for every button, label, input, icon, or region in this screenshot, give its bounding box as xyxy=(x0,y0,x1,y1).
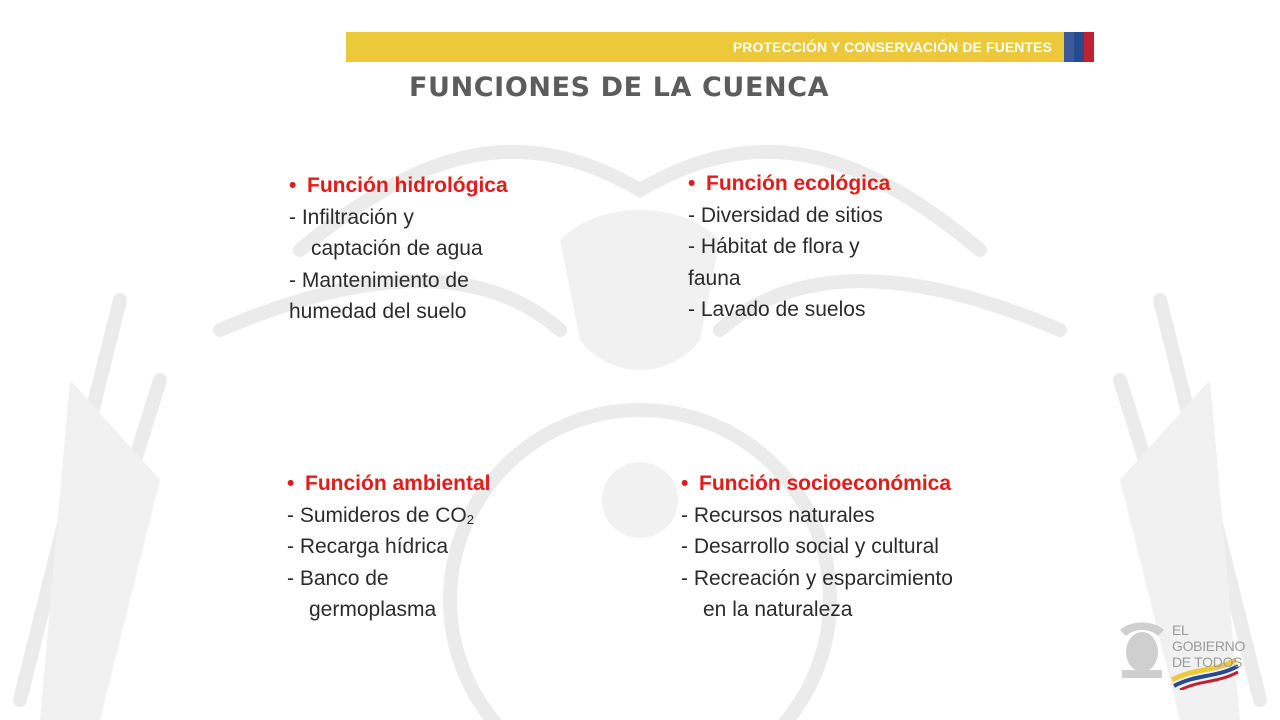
function-heading: • Función ecológica xyxy=(688,172,891,195)
function-ambiental xyxy=(287,468,491,626)
function-socioeconomica xyxy=(681,468,953,626)
government-logo-text: EL GOBIERNO DE TODOS xyxy=(1172,622,1246,670)
list-item: humedad del suelo xyxy=(289,300,467,323)
list-item: - Recursos naturales xyxy=(681,503,875,527)
list-item: captación de agua xyxy=(311,237,483,260)
list-item: - Mantenimiento de xyxy=(289,268,469,292)
section-label: PROTECCIÓN Y CONSERVACIÓN DE FUENTES xyxy=(732,39,1052,55)
function-hidrologica xyxy=(289,170,508,328)
flag-stripe-blue xyxy=(1064,32,1074,62)
function-ecologica xyxy=(688,168,890,326)
function-heading: • Función ambiental xyxy=(287,472,491,495)
list-item: fauna xyxy=(688,266,741,290)
list-item: - Recreación y esparcimiento xyxy=(681,566,953,590)
list-item: - Hábitat de flora y xyxy=(688,235,860,258)
list-item: - Desarrollo social y cultural xyxy=(681,535,939,558)
function-heading: • Función socioeconómica xyxy=(681,472,952,495)
list-item: - Infiltración y xyxy=(289,205,414,229)
list-item: en la naturaleza xyxy=(703,598,853,621)
flag-stripe-red xyxy=(1084,32,1094,62)
list-item: - Recarga hídrica xyxy=(287,535,449,558)
list-item: - Diversidad de sitios xyxy=(688,203,883,227)
page-title: FUNCIONES DE LA CUENCA xyxy=(409,72,830,103)
function-heading: • Función hidrológica xyxy=(289,174,508,197)
flag-stripe-blue-dark xyxy=(1074,32,1084,62)
list-item: germoplasma xyxy=(309,598,437,621)
subscript: 2 xyxy=(466,511,474,527)
list-item: - Sumideros de $CO_2$ xyxy=(287,503,474,527)
list-item: - Lavado de suelos xyxy=(688,298,866,321)
section-header-bar xyxy=(346,32,1064,62)
list-item: - Banco de xyxy=(287,566,389,590)
